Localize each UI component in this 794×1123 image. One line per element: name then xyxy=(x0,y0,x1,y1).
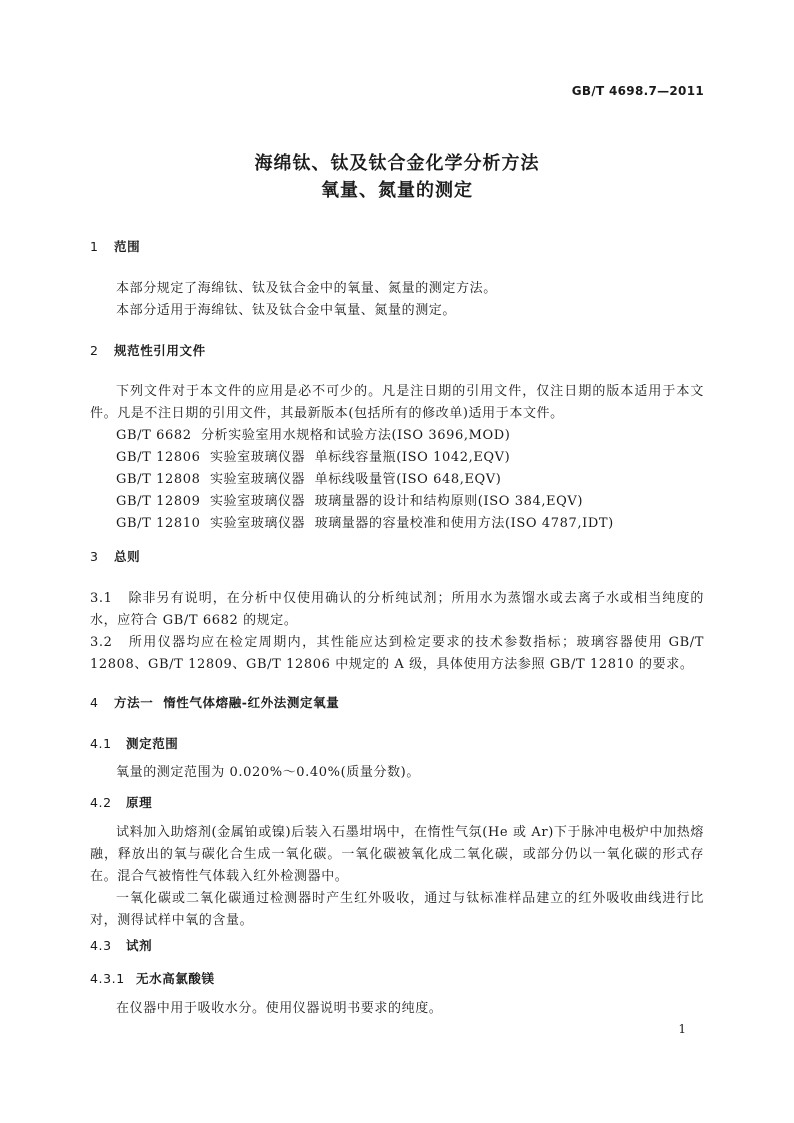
section-3 xyxy=(90,546,704,568)
section-title: 规范性引用文件 xyxy=(114,343,206,358)
section-number: 1 xyxy=(90,239,99,254)
paragraph: 在仪器中用于吸收水分。使用仪器说明书要求的纯度。 xyxy=(116,1001,443,1016)
section-4-1-body xyxy=(90,762,704,784)
section-4 xyxy=(90,692,704,714)
section-title: 范围 xyxy=(114,239,141,254)
clause-number: 3.2 xyxy=(90,635,113,650)
page-number: 1 xyxy=(678,1022,686,1036)
paragraph: 氧量的测定范围为 0.020%～0.40%(质量分数)。 xyxy=(116,765,420,780)
section-number: 4.2 xyxy=(90,795,112,810)
section-4-3 xyxy=(90,935,704,957)
title-line-1: 海绵钛、钛及钛合金化学分析方法 xyxy=(254,153,540,174)
section-number: 4.3.1 xyxy=(90,971,125,986)
paragraph: 一氧化碳或二氧化碳通过检测器时产生红外吸收，通过与钛标准样品建立的红外吸收曲线进行比对，测得试样中氧的含量。 xyxy=(90,891,704,928)
clause-text: 除非另有说明，在分析中仅使用确认的分析纯试剂；所用水为蒸馏水或去离子水或相当纯度的水，应符合 GB/T 6682 的规定。 xyxy=(90,591,704,628)
clause-text: 所用仪器均应在检定周期内，其性能应达到检定要求的技术参数指标；玻璃容器使用 GB/T 12808、GB/T 12809、GB/T 12806 中规定的 A 级，具体使用方法参照 GB/T 12810 的要求。 xyxy=(90,635,704,672)
section-2 xyxy=(90,340,704,362)
section-number: 3 xyxy=(90,549,99,564)
reference-item: GB/T 12809 实验室玻璃仪器 玻璃量器的设计和结构原则(ISO 384,EQV) xyxy=(116,494,584,509)
section-4-3-1-heading xyxy=(90,968,704,990)
section-number: 4 xyxy=(90,695,99,710)
section-2-heading xyxy=(90,340,704,362)
section-number: 2 xyxy=(90,343,99,358)
section-1 xyxy=(90,236,704,258)
section-title: 总则 xyxy=(114,549,141,564)
section-4-3-1 xyxy=(90,968,704,990)
paragraph: 本部分适用于海绵钛、钛及钛合金中氧量、氮量的测定。 xyxy=(116,303,457,318)
section-title: 方法一 惰性气体熔融-红外法测定氧量 xyxy=(114,695,340,710)
section-title: 测定范围 xyxy=(126,736,179,751)
section-number: 4.1 xyxy=(90,736,112,751)
reference-item: GB/T 12808 实验室玻璃仪器 单标线吸量管(ISO 648,EQV) xyxy=(116,472,502,487)
section-4-3-1-body xyxy=(90,998,704,1020)
section-1-body xyxy=(90,278,704,322)
clause-number: 3.1 xyxy=(90,591,113,606)
clause-3-1 xyxy=(90,588,704,632)
section-4-3-heading xyxy=(90,935,704,957)
section-4-2-heading xyxy=(90,792,704,814)
reference-item: GB/T 12810 实验室玻璃仪器 玻璃量器的容量校准和使用方法(ISO 4787,IDT) xyxy=(116,516,614,531)
section-4-1-heading xyxy=(90,733,704,755)
standard-number: GB/T 4698.7—2011 xyxy=(571,84,704,98)
reference-item: GB/T 12806 实验室玻璃仪器 单标线容量瓶(ISO 1042,EQV) xyxy=(116,450,511,465)
paragraph: 本部分规定了海绵钛、钛及钛合金中的氧量、氮量的测定方法。 xyxy=(116,281,497,296)
paragraph: 试料加入助熔剂(金属铂或镍)后装入石墨坩埚中，在惰性气氛(He 或 Ar)下于脉冲电极炉中加热熔融，释放出的氧与碳化合生成一氧化碳。一氧化碳被氧化成二氧化碳，或部分仍以一氧化碳的形式存在。混合气被惰性气体载入红外检测器中。 xyxy=(90,825,704,884)
section-3-body xyxy=(90,588,704,676)
section-4-2-body xyxy=(90,822,704,932)
section-title: 试剂 xyxy=(126,938,153,953)
section-4-1 xyxy=(90,733,704,755)
section-number: 4.3 xyxy=(90,938,112,953)
clause-3-2 xyxy=(90,632,704,676)
reference-item: GB/T 6682 分析实验室用水规格和试验方法(ISO 3696,MOD) xyxy=(116,428,511,443)
section-4-2 xyxy=(90,792,704,814)
section-title: 无水高氯酸镁 xyxy=(136,971,215,986)
paragraph: 下列文件对于本文件的应用是必不可少的。凡是注日期的引用文件，仅注日期的版本适用于本文件。凡是不注日期的引用文件，其最新版本(包括所有的修改单)适用于本文件。 xyxy=(90,384,704,421)
title-line-2: 氧量、氮量的测定 xyxy=(321,180,473,201)
section-3-heading xyxy=(90,546,704,568)
section-1-heading xyxy=(90,236,704,258)
section-title: 原理 xyxy=(126,795,153,810)
section-2-body xyxy=(90,381,704,535)
section-4-heading xyxy=(90,692,704,714)
document-title xyxy=(0,150,794,204)
